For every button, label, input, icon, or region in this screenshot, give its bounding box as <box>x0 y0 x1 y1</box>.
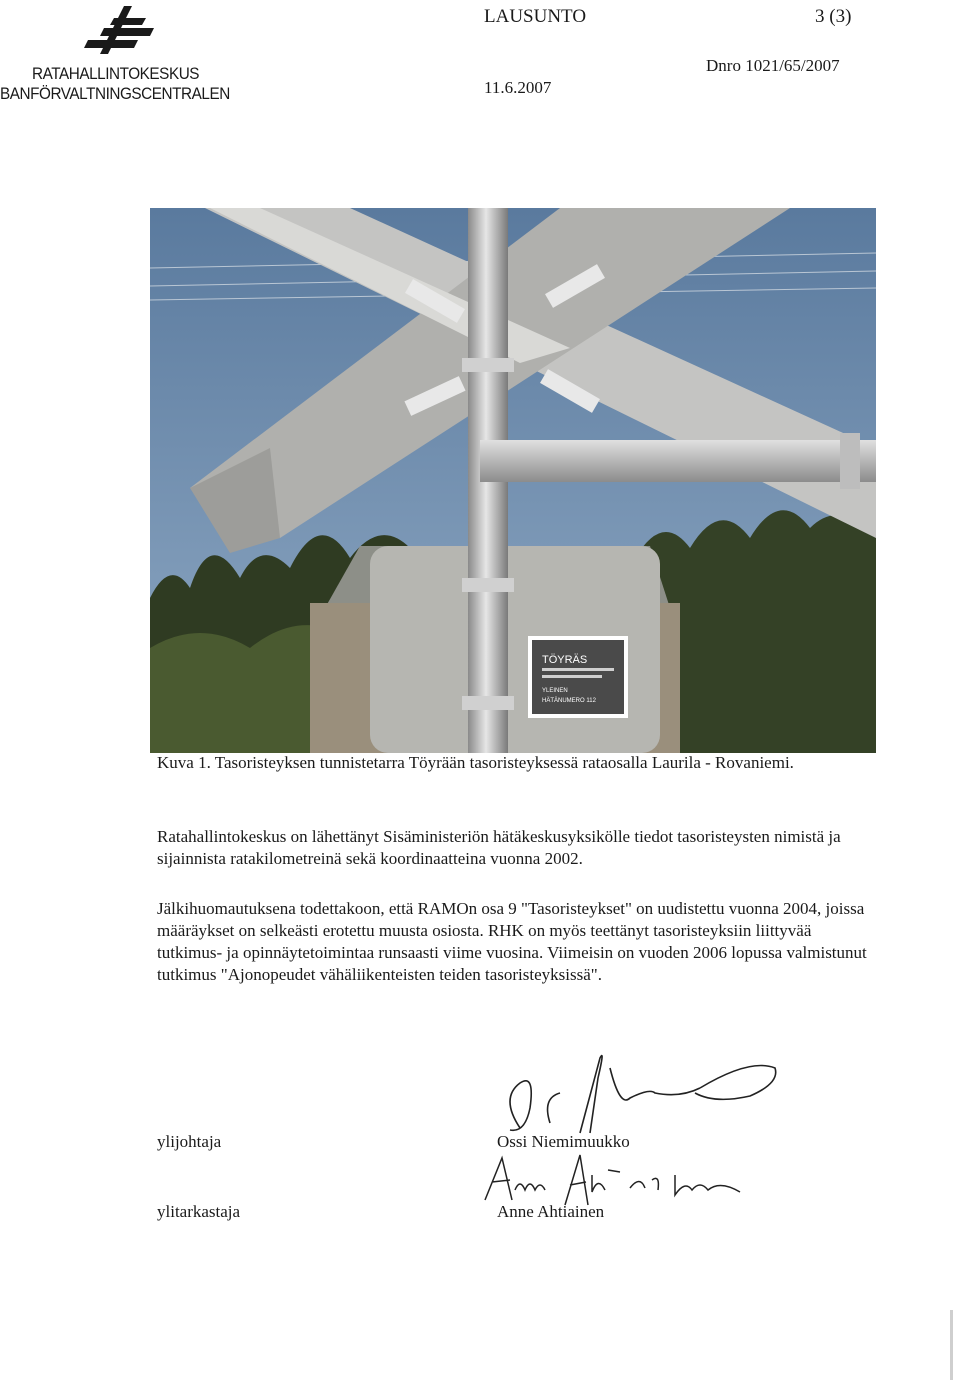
document-date: 11.6.2007 <box>484 78 552 97</box>
organization-name-fi: RATAHALLINTOKESKUS <box>32 64 200 83</box>
page-number: 3 (3) <box>815 6 852 27</box>
railway-crossing-photo <box>150 208 876 753</box>
handwritten-signature-1 <box>480 1038 780 1138</box>
document-type: LAUSUNTO <box>484 6 587 27</box>
figure-caption: Kuva 1. Tasoristeyksen tunnistetarra Töyrään tasoristeyksessä rataosalla Laurila - Rovaniemi. <box>157 753 794 772</box>
scan-edge-mark <box>950 1310 953 1380</box>
organization-logo-icon <box>84 6 154 54</box>
sign-line2: HÄTÄNUMERO 112 <box>542 698 596 704</box>
organization-name-sv: BANFÖRVALTNINGSCENTRALEN <box>0 84 230 103</box>
sign-title: TÖYRÄS <box>542 654 588 666</box>
signer-name: Anne Ahtiainen <box>497 1202 605 1221</box>
body-paragraph: Jälkihuomautuksena todettakoon, että RAMOn osa 9 "Tasoristeykset" on uudistettu vuonna 2004, joissa määräykset on selkeästi erotettu muusta osiosta. RHK on myös teettänyt tasoristeyksiin liittyvää tutkimus- ja opinnäytetoimintaa runsaasti viime vuosina. Viimeisin on vuoden 2006 lopussa valmistunut tutkimus "Ajonopeudet vähäliikenteisten teiden tasoristeyksissä". <box>157 899 867 984</box>
document-reference: Dnro 1021/65/2007 <box>706 56 840 75</box>
handwritten-signature-2 <box>480 1150 780 1210</box>
body-paragraph: Ratahallintokeskus on lähettänyt Sisäministeriön hätäkeskusyksikölle tiedot tasoristeysten nimistä ja sijainnista ratakilometreinä sekä koordinaatteina vuonna 2002. <box>157 827 841 868</box>
signer-role: ylitarkastaja <box>157 1202 241 1221</box>
signer-role: ylijohtaja <box>157 1132 222 1151</box>
signer-name: Ossi Niemimuukko <box>497 1132 630 1151</box>
sign-line1: YLEINEN <box>542 688 568 694</box>
